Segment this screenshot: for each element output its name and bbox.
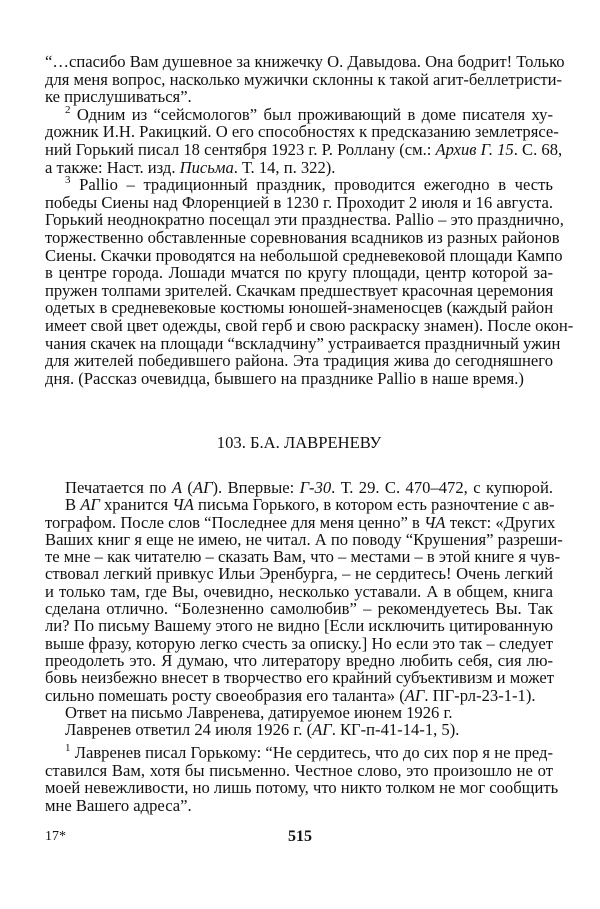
text-run: ставился Вам, хотя бы письменно. Честное слово, это произошло не от [45, 760, 553, 780]
text-run: ствовал легкий привкус Ильи Эренбурга, – не сердитесь! Очень легкий [45, 564, 553, 584]
text-line [45, 617, 553, 634]
text-line [45, 583, 553, 600]
signature-mark: 17* [45, 829, 66, 844]
text-line [45, 245, 563, 265]
text-run: хранится [99, 495, 173, 515]
text-line [45, 122, 559, 142]
text-run: для жителей победившего района. Эта традиция жива до сегодняшнего [45, 351, 553, 371]
italic-reference: АГ [80, 495, 100, 515]
text-line [45, 635, 553, 652]
footnotes [45, 742, 559, 815]
text-run: преодолеть это. Я думаю, что литератору вредно любить себя, сия лю- [45, 650, 553, 670]
text-run: текст: «Других [445, 512, 556, 532]
text-line [45, 194, 553, 212]
text-line [45, 762, 553, 780]
text-run: Лавренев ответил 24 июля 1926 г. ( [65, 720, 313, 740]
text-line [45, 299, 553, 317]
text-line [45, 669, 553, 686]
footnote-marker: 3 [65, 174, 71, 187]
italic-reference: Г-30 [299, 478, 332, 497]
text-run: . ПГ-рл-23-1-1). [424, 685, 536, 705]
text-run: пружен толпами зрителей. Скачкам предшествует красочная церемония [45, 280, 554, 300]
text-run: в центре города. Лошади мчатся по кругу площади, центр которой за- [45, 263, 553, 283]
text-line [45, 704, 553, 721]
text-run: тографом. После слов “Последнее для меня ценно” в [45, 512, 424, 532]
italic-reference: АГ [312, 720, 332, 740]
text-run: моей невежливости, но лишь потому, что никто толком не мог сообщить [45, 778, 559, 798]
italic-reference: АГ [192, 478, 213, 497]
text-run: Печатается по [65, 478, 172, 497]
text-run: мне Вашего адреса”. [45, 795, 192, 815]
italic-reference: Письма [179, 157, 234, 177]
text-run: бовь неизбежно внесет в творчество его крайний субъективизм и может [45, 668, 554, 688]
text-line [45, 333, 561, 353]
italic-reference: Архив Г. 15 [435, 139, 514, 159]
text-line [45, 797, 553, 815]
text-line [45, 479, 553, 496]
text-line [45, 69, 563, 89]
text-run: В [65, 495, 81, 515]
text-run: Сиены. Скачки проводятся на небольшой средневековой площади Кампо [45, 245, 563, 265]
commentary-block [45, 52, 574, 388]
text-run: одетых в средневековые костюмы юношей-знаменосцев (каждый район [45, 298, 554, 318]
text-line [45, 264, 553, 282]
text-line [45, 352, 553, 370]
text-run: Лавренев писал Горькому: “Не сердитесь, что до сих пор я не пред- [70, 743, 553, 762]
text-run: . С. 68, [513, 139, 563, 159]
italic-reference: ЧА [172, 495, 194, 515]
text-run: победы Сиены над Флоренцией в 1230 г. Проходит 2 июля и 16 августа. [45, 192, 553, 212]
text-run: ( [182, 478, 193, 497]
text-run: дня. (Рассказ очевидца, бывшего на празднике Pallio в наше время.) [45, 368, 524, 388]
text-run: Ваших книг я еще не имею, не читал. А по поводу “Крушения” разреши- [45, 529, 563, 549]
text-run: ке прислушиваться”. [45, 87, 192, 107]
text-line [45, 687, 553, 704]
text-line [45, 315, 574, 335]
text-run: Одним из “сейсмологов” был проживающий в доме писателя ху- [70, 104, 553, 124]
text-line [45, 496, 553, 513]
text-line [45, 227, 560, 247]
text-run: ний Горький писал 18 сентября 1923 г. Р. Роллану (см.: [45, 139, 436, 159]
text-run: . Т. 14, п. 322). [233, 157, 336, 177]
italic-reference: АГ [404, 685, 425, 705]
text-run: а также: Наст. изд. [45, 157, 180, 177]
letter-commentary [45, 478, 563, 740]
text-line [45, 176, 553, 194]
text-line [45, 88, 553, 106]
text-line [45, 210, 564, 230]
text-line [45, 529, 563, 549]
section-heading: 103. Б.А. ЛАВРЕНЕВУ [216, 433, 382, 452]
text-line [45, 744, 553, 762]
text-line [45, 600, 553, 617]
text-run: сильно помешать росту своеобразия его таланта» ( [45, 685, 405, 705]
text-run: “…спасибо Вам душевное за книжечку О. Давыдова. Она бодрит! Только [45, 52, 565, 71]
text-line [45, 159, 553, 177]
text-run: дожник И.Н. Ракицкий. О его способностях к предсказанию землетрясе- [45, 122, 559, 142]
text-line [45, 565, 553, 582]
text-run: . КГ-п-41-14-1, 5). [331, 720, 460, 740]
text-run: Ответ на письмо Лавренева, датируемое июнем 1926 г. [65, 702, 453, 722]
text-line [45, 778, 559, 798]
text-line [45, 512, 556, 532]
text-run: Горький неоднократно посещал эти празднества. Pallio – это празднично, [45, 210, 564, 230]
italic-reference: ЧА [424, 512, 446, 532]
text-run: выше фразу, которую легко счесть за описку.] Но если это так – следует [45, 633, 553, 653]
page-number: 515 [288, 828, 312, 845]
text-run: письма Горького, в котором есть разночтение с ав- [193, 495, 555, 515]
footnote-marker: 1 [65, 742, 71, 754]
text-run: для меня вопрос, насколько мужички склонны к такой агит-беллетристи- [45, 69, 563, 89]
text-run: сделана отлично. “Болезненно самолюбив” – рекомендуетесь Вы. Так [45, 599, 553, 619]
text-run: . Т. 29. С. 470–472, с купюрой. [331, 478, 553, 497]
text-run: те мне – как читателю – сказать Вам, что – местами – в этой книге я чув- [45, 547, 561, 567]
text-line [45, 370, 553, 388]
text-run: ). Впервые: [212, 478, 300, 497]
text-line [45, 52, 565, 71]
text-run: ли? По письму Вашему этого не видно [Если исключить цитированную [45, 616, 553, 636]
text-run: торжественно обставленные соревнования всадников из разных районов [45, 227, 560, 247]
italic-reference: А [171, 478, 182, 497]
text-run: Pallio – традиционный праздник, проводится ежегодно в честь [70, 175, 553, 195]
text-line [45, 282, 553, 300]
footnote-marker: 2 [65, 103, 71, 116]
text-line [45, 721, 553, 738]
text-line [45, 139, 563, 159]
text-line [45, 652, 553, 669]
text-run: имеет свой цвет одежды, свой герб и свою раскраску знамен). После окон- [45, 315, 574, 335]
text-run: и только там, где Вы, очевидно, несколько уставали. А в общем, книга [45, 581, 553, 601]
text-line [45, 547, 561, 567]
text-line [45, 103, 553, 124]
text-run: чания скачек на площади “вскладчину” устраивается праздничный ужин [45, 333, 561, 353]
